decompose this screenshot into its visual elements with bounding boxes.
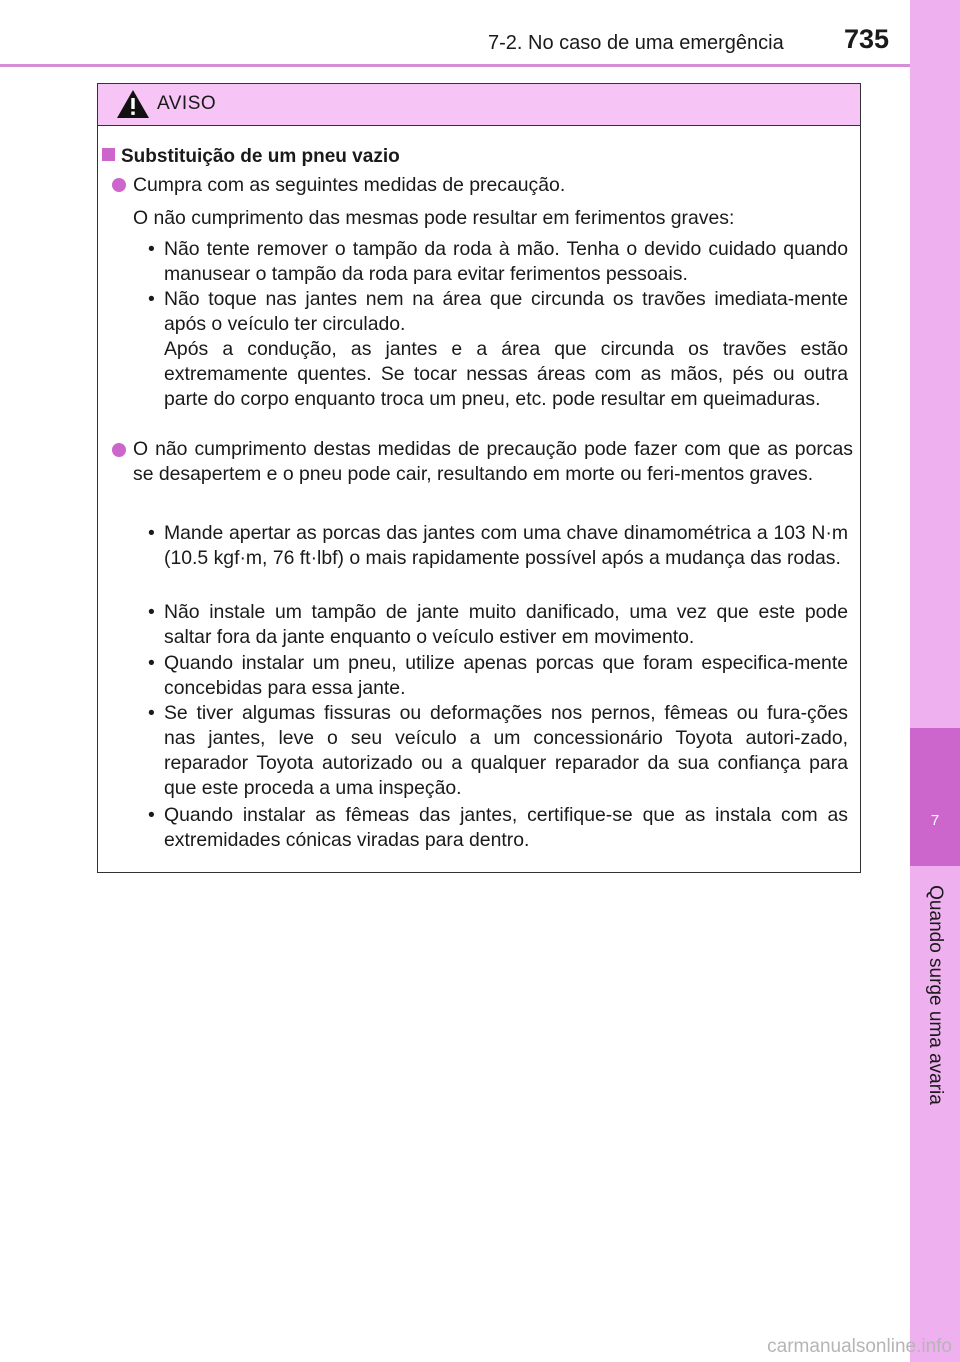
list-item-text: Após a condução, as jantes e a área que circunda os travões estão extremamente quentes. Se tocar nessas áreas com as mãos, pés ou outra parte do corpo enquanto troca um pneu, etc. pode resultar em queimaduras. (164, 338, 848, 410)
watermark: carmanualsonline.info (767, 1336, 952, 1357)
list-item (148, 803, 848, 853)
bullet-icon: • (148, 702, 155, 724)
list-item-text: Quando instalar as fêmeas das jantes, certifique-se que as instala com as extremidades cónicas viradas para dentro. (164, 804, 848, 851)
chapter-number: 7 (930, 812, 940, 829)
round-bullet-icon (112, 178, 126, 192)
chapter-title: Quando surge uma avaria (925, 885, 946, 1105)
bullet-icon: • (148, 804, 155, 826)
round-bullet-icon (112, 443, 126, 457)
list-item (148, 287, 848, 337)
warning-header (98, 84, 860, 126)
list-item-text: Quando instalar um pneu, utilize apenas porcas que foram especifica-mente concebidas para essa jante. (164, 652, 848, 699)
page-number: 735 (844, 24, 890, 54)
page-header (0, 0, 910, 66)
list-item-text: Não instale um tampão de jante muito danificado, uma vez que este pode saltar fora da jante enquanto o veículo estiver em movimento. (164, 601, 848, 648)
list-item (148, 237, 848, 287)
topic-text: Substituição de um pneu vazio (121, 146, 400, 167)
warning-triangle-icon (116, 89, 150, 124)
warning-box (97, 83, 861, 873)
warning-label: AVISO (157, 93, 217, 114)
list-item-text: Mande apertar as porcas das jantes com uma chave dinamométrica a 103 N·m (10.5 kgf·m, 76 ft·lbf) o mais rapidamente possível após a mudança das rodas. (164, 522, 848, 569)
chapter-tab[interactable] (910, 728, 960, 866)
list-item-text: Não toque nas jantes nem na área que circunda os travões imediata-mente após o veículo ter circulado. (164, 288, 848, 335)
list-item-text: Não tente remover o tampão da roda à mão. Tenha o devido cuidado quando manusear o tampão da roda para evitar ferimentos pessoais. (164, 238, 848, 285)
list-item (148, 600, 848, 650)
bullet-icon: • (148, 238, 155, 260)
list-item (148, 651, 848, 701)
topic-heading (102, 144, 400, 169)
bullet-icon: • (148, 288, 155, 310)
list-item (148, 521, 848, 571)
square-bullet-icon (102, 148, 115, 161)
point-2-text: O não cumprimento destas medidas de precaução pode fazer com que as porcas se desapertem e o pneu pode cair, resultando em morte ou feri-mentos graves. (133, 438, 853, 485)
header-rule (0, 64, 910, 67)
bullet-icon: • (148, 522, 155, 544)
list-item (148, 337, 848, 412)
point-1-text: Cumpra com as seguintes medidas de precaução. (133, 174, 566, 196)
side-tab (910, 0, 960, 1362)
list-item (148, 701, 848, 801)
bullet-icon: • (148, 652, 155, 674)
point-1-intro: O não cumprimento das mesmas pode resultar em ferimentos graves: (133, 207, 735, 229)
section-title: 7-2. No caso de uma emergência (488, 32, 784, 54)
bullet-icon: • (148, 601, 155, 623)
list-item-text: Se tiver algumas fissuras ou deformações nos pernos, fêmeas ou fura-ções nas jantes, leve o seu veículo a um concessionário Toyota autori-zado, reparador Toyota autorizado ou a qualquer reparador da sua confiança para que este proceda a uma inspeção. (164, 702, 848, 799)
